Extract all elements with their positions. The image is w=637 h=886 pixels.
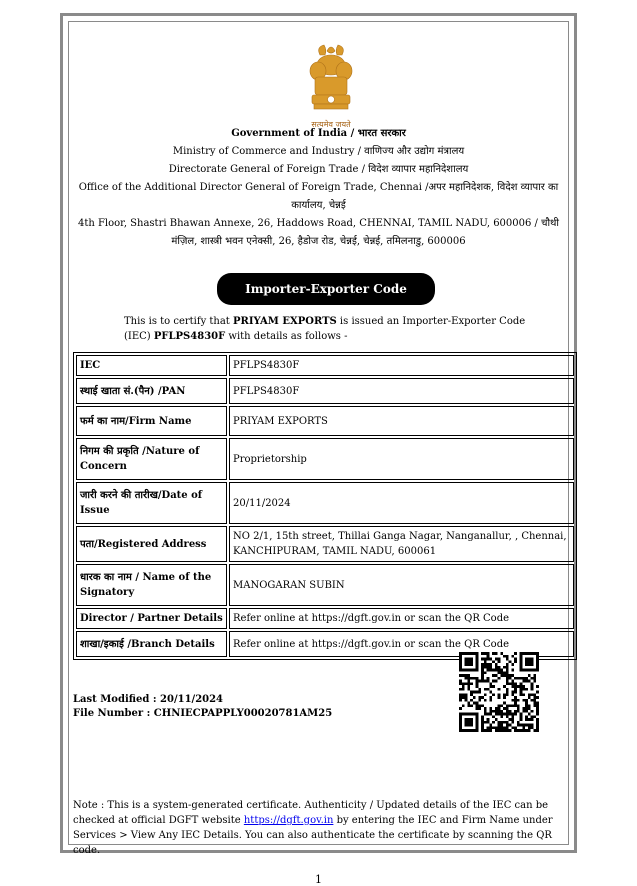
- table-row: [76, 526, 574, 562]
- table-row: [76, 378, 574, 404]
- certify-firm-name: PRIYAM EXPORTS: [233, 316, 337, 327]
- table-row: [76, 355, 574, 376]
- row-value: PFLPS4830F: [229, 378, 574, 404]
- certificate-inner-frame: [68, 21, 569, 856]
- certify-prefix: This is to certify that: [124, 316, 234, 327]
- last-modified: Last Modified : 20/11/2024: [73, 694, 224, 705]
- certify-middle: is issued an Importer-Exporter Code (IEC): [124, 316, 526, 342]
- row-value: Refer online at https://dgft.gov.in or scan the QR Code: [229, 631, 574, 657]
- row-value: MANOGARAN SUBIN: [229, 564, 574, 606]
- row-value: 20/11/2024: [229, 482, 574, 524]
- national-emblem-icon: [300, 41, 362, 133]
- row-label: शाखा/इकाई /Branch Details: [76, 631, 227, 657]
- certification-statement: [124, 314, 544, 344]
- row-value: PFLPS4830F: [229, 355, 574, 376]
- row-label: स्थाई खाता सं.(पैन) /PAN: [76, 378, 227, 404]
- issuing-authority-header: [69, 125, 568, 251]
- table-row: [76, 564, 574, 606]
- row-label: निगम की प्रकृति /Nature of Concern: [76, 438, 227, 480]
- row-value: NO 2/1, 15th street, Thillai Ganga Nagar, Nanganallur, , Chennai, KANCHIPURAM, TAMIL NADU, 600061: [229, 526, 574, 562]
- row-label: जारी करने की तारीख/Date of Issue: [76, 482, 227, 524]
- certificate-title-banner: Importer-Exporter Code: [217, 273, 435, 305]
- table-row: [76, 438, 574, 480]
- government-title: Government of India / भारत सरकार: [231, 128, 406, 139]
- certificate-metadata: [73, 693, 332, 721]
- dgft-website-link[interactable]: https://dgft.gov.in: [243, 815, 334, 826]
- note-suffix: by entering the IEC and Firm Name under Services > View Any IEC Details. You can also authenticate the certificate by scanning the QR code.: [73, 815, 553, 856]
- office-address: 4th Floor, Shastri Bhawan Annexe, 26, Haddows Road, CHENNAI, TAMIL NADU, 600006 / चौथी मंज़िल, शास्त्री भवन एनेक्सी, 26, हैडोज रोड, चेन्नई, चेन्नई, तमिलनाडु, 600006: [77, 218, 560, 247]
- row-label: पता/Registered Address: [76, 526, 227, 562]
- page-number: 1: [315, 873, 322, 886]
- row-label: फर्म का नाम/Firm Name: [76, 406, 227, 436]
- qr-code-icon[interactable]: [459, 652, 539, 732]
- note-prefix: Note : This is a system-generated certificate. Authenticity / Updated details of the IEC can be checked at official DGFT website: [73, 800, 549, 826]
- certify-iec-code: PFLPS4830F: [153, 331, 226, 342]
- file-number: File Number : CHNIECPAPPLY00020781AM25: [73, 708, 333, 719]
- row-label: धारक का नाम / Name of the Signatory: [76, 564, 227, 606]
- table-row: [76, 406, 574, 436]
- certificate-frame: [60, 13, 577, 856]
- table-row: [76, 608, 574, 629]
- table-row: [76, 482, 574, 524]
- iec-details-table: [73, 352, 577, 660]
- row-value: Refer online at https://dgft.gov.in or scan the QR Code: [229, 608, 574, 629]
- row-label: Director / Partner Details: [76, 608, 227, 629]
- ministry-title: Ministry of Commerce and Industry / वाणिज्य और उद्योग मंत्रालय: [172, 146, 465, 157]
- directorate-title: Directorate General of Foreign Trade / विदेश व्यापार महानिदेशालय: [168, 164, 469, 175]
- authenticity-note: [73, 798, 568, 858]
- certify-suffix: with details as follows -: [225, 331, 348, 342]
- row-value: PRIYAM EXPORTS: [229, 406, 574, 436]
- office-title: Office of the Additional Director General of Foreign Trade, Chennai /अपर महानिदेशक, विदेश व्यापार का कार्यालय, चेन्नई: [78, 182, 559, 211]
- row-value: Proprietorship: [229, 438, 574, 480]
- emblem-motto: सत्यमेव जयते: [311, 120, 351, 129]
- row-label: IEC: [76, 355, 227, 376]
